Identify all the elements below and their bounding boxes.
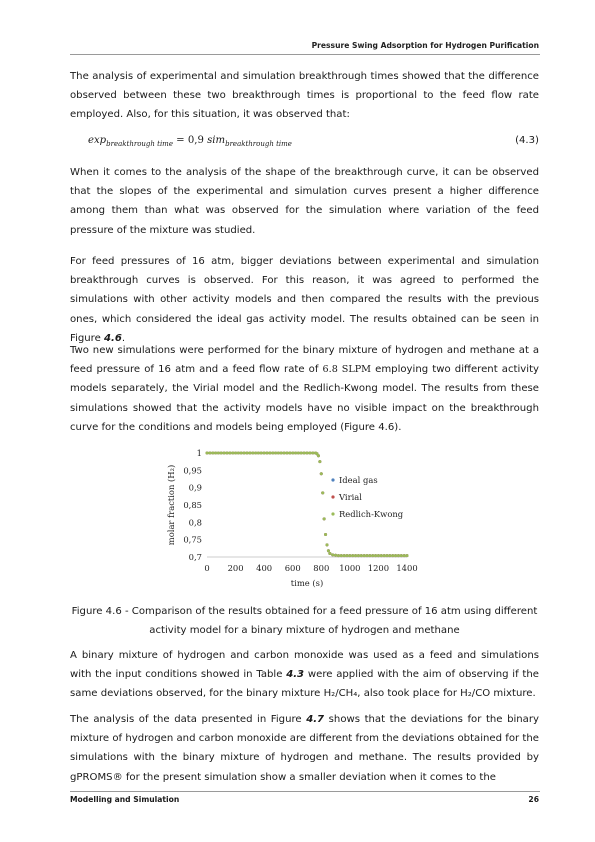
x-tick-label: 200 xyxy=(227,563,244,573)
data-point-redlich-kwong xyxy=(383,554,386,557)
data-point-redlich-kwong xyxy=(220,452,223,455)
equation-4-3 xyxy=(70,135,539,153)
data-point-redlich-kwong xyxy=(257,452,260,455)
x-axis-label: time (s) xyxy=(290,578,324,588)
paragraph-4: Two new simulations were performed for the binary mixture of hydrogen and methane at a feed pressure of 16 atm and a feed flow rate of 6.8 SLPM employing two different activity models separately, the Virial model and the Redlich-Kwong model. The results from these simulations showed that the activity models have no visible impact on the breakthrough curve for the conditions and models being employed (Figure 4.6). xyxy=(70,345,539,433)
data-point-redlich-kwong xyxy=(326,543,329,546)
data-point-redlich-kwong xyxy=(231,452,234,455)
legend-marker xyxy=(331,512,334,515)
data-point-redlich-kwong xyxy=(251,452,254,455)
data-point-redlich-kwong xyxy=(240,452,243,455)
data-point-redlich-kwong xyxy=(371,554,374,557)
data-point-redlich-kwong xyxy=(234,452,237,455)
data-point-redlich-kwong xyxy=(368,554,371,557)
x-tick-label: 1000 xyxy=(339,563,361,573)
data-point-redlich-kwong xyxy=(340,554,343,557)
y-tick-label: 0,9 xyxy=(188,482,202,493)
legend-marker xyxy=(331,495,334,498)
header-rule xyxy=(70,54,540,55)
y-tick-label: 0,8 xyxy=(188,517,202,528)
data-point-redlich-kwong xyxy=(354,554,357,557)
data-point-redlich-kwong xyxy=(303,452,306,455)
data-point-redlich-kwong xyxy=(324,533,327,536)
data-point-redlich-kwong xyxy=(318,460,321,463)
x-tick-label: 600 xyxy=(284,563,301,573)
data-point-redlich-kwong xyxy=(374,554,377,557)
data-point-redlich-kwong xyxy=(397,554,400,557)
data-point-redlich-kwong xyxy=(274,452,277,455)
data-point-redlich-kwong xyxy=(300,452,303,455)
data-point-redlich-kwong xyxy=(211,452,214,455)
paragraph-1: The analysis of experimental and simulation breakthrough times showed that the difference observed between these two breakthrough times is proportional to the feed flow rate employed. Also, for this situation, it was observed that: xyxy=(70,71,539,121)
legend-label: Ideal gas xyxy=(339,475,378,485)
data-point-redlich-kwong xyxy=(360,554,363,557)
data-point-redlich-kwong xyxy=(286,452,289,455)
data-point-redlich-kwong xyxy=(334,554,337,557)
data-point-redlich-kwong xyxy=(394,554,397,557)
data-point-redlich-kwong xyxy=(226,452,229,455)
data-point-redlich-kwong xyxy=(283,452,286,455)
y-tick-label: 0,75 xyxy=(183,534,202,545)
figure-reference[interactable]: 4.7 xyxy=(306,714,325,725)
data-point-redlich-kwong xyxy=(268,452,271,455)
data-point-redlich-kwong xyxy=(346,554,349,557)
page-number: 26 xyxy=(528,795,539,804)
data-point-redlich-kwong xyxy=(377,554,380,557)
data-point-redlich-kwong xyxy=(214,452,217,455)
data-point-redlich-kwong xyxy=(391,554,394,557)
paragraph-2: When it comes to the analysis of the shape of the breakthrough curve, it can be observed that the slopes of the experimental and simulation curves present a higher difference among them than what was observed for the simulation where variation of the feed pressure of the mixture was studied. xyxy=(70,167,539,236)
running-header: Pressure Swing Adsorption for Hydrogen Purification xyxy=(311,41,539,50)
breakthrough-curve-chart xyxy=(160,446,460,598)
data-point-redlich-kwong xyxy=(260,452,263,455)
paragraph-5: A binary mixture of hydrogen and carbon monoxide was used as a feed and simulations with the input conditions showed in Table 4.3 were applied with the aim of observing if the same deviations observed, for the binary mixture H₂/CH₄, also took place for H₂/CO mixture. xyxy=(70,650,539,700)
data-point-redlich-kwong xyxy=(323,517,326,520)
paragraph-3: For feed pressures of 16 atm, bigger deviations between experimental and simulation breakthrough curves is observed. For this reason, it was agreed to performed the simulations with other activity models and then compared the results with the previous ones, which considered the ideal gas activity model. The results obtained can be seen in Figure 4.6. xyxy=(70,256,539,344)
data-point-redlich-kwong xyxy=(277,452,280,455)
data-point-redlich-kwong xyxy=(400,554,403,557)
x-tick-label: 800 xyxy=(313,563,330,573)
data-point-redlich-kwong xyxy=(343,554,346,557)
y-tick-label: 0,95 xyxy=(183,465,202,476)
equation-body: $\exp_{breakthrough time} = 0,9$ sim$_{breakthrough time}$ xyxy=(88,135,292,149)
legend-label: Redlich-Kwong xyxy=(339,509,404,519)
data-point-redlich-kwong xyxy=(320,472,323,475)
data-point-redlich-kwong xyxy=(263,452,266,455)
data-point-redlich-kwong xyxy=(311,452,314,455)
data-point-redlich-kwong xyxy=(406,554,409,557)
data-point-redlich-kwong xyxy=(366,554,369,557)
data-point-redlich-kwong xyxy=(306,452,309,455)
data-point-redlich-kwong xyxy=(348,554,351,557)
data-point-redlich-kwong xyxy=(337,554,340,557)
x-tick-label: 0 xyxy=(204,563,210,573)
y-tick-label: 0,7 xyxy=(188,552,202,562)
y-axis-label: molar fraction (H₂) xyxy=(166,464,176,546)
caption-line-2: activity model for a binary mixture of hydrogen and methane xyxy=(149,624,460,636)
table-reference[interactable]: 4.3 xyxy=(286,669,305,681)
data-point-redlich-kwong xyxy=(237,452,240,455)
figure-caption xyxy=(70,603,539,640)
data-point-redlich-kwong xyxy=(308,452,311,455)
data-point-redlich-kwong xyxy=(321,491,324,494)
data-point-redlich-kwong xyxy=(246,452,249,455)
legend-label: Virial xyxy=(339,492,362,502)
data-point-redlich-kwong xyxy=(206,452,209,455)
data-point-redlich-kwong xyxy=(327,549,330,552)
data-point-redlich-kwong xyxy=(357,554,360,557)
footer-rule xyxy=(70,791,540,792)
data-point-redlich-kwong xyxy=(331,553,334,556)
figure-reference[interactable]: 4.6 xyxy=(104,332,122,344)
data-point-redlich-kwong xyxy=(291,452,294,455)
data-point-redlich-kwong xyxy=(351,554,354,557)
data-point-redlich-kwong xyxy=(363,554,366,557)
footer-section: Modelling and Simulation xyxy=(70,795,180,804)
data-point-redlich-kwong xyxy=(288,452,291,455)
flow-rate-value: 6.8 SLPM xyxy=(322,364,371,376)
paragraph-6: The analysis of the data presented in Figure 4.7 shows that the deviations for the binary mixture of hydrogen and carbon monoxide are different from the deviations obtained for the simulations with the binary mixture of hydrogen and methane. The results provided by gPROMS® for the present simulation show a smaller deviation when it comes to the xyxy=(70,714,539,783)
data-point-redlich-kwong xyxy=(328,552,331,555)
data-point-redlich-kwong xyxy=(217,452,220,455)
data-point-redlich-kwong xyxy=(388,554,391,557)
caption-line-1: Figure 4.6 - Comparison of the results obtained for a feed pressure of 16 atm using different xyxy=(71,606,538,617)
data-point-redlich-kwong xyxy=(248,452,251,455)
data-point-redlich-kwong xyxy=(297,452,300,455)
data-point-redlich-kwong xyxy=(386,554,389,557)
data-point-redlich-kwong xyxy=(380,554,383,557)
equation-number: (4.3) xyxy=(515,135,539,146)
legend-marker xyxy=(331,478,334,481)
data-point-redlich-kwong xyxy=(208,452,211,455)
y-tick-label: 1 xyxy=(196,448,202,458)
y-tick-label: 0,85 xyxy=(183,500,202,510)
x-tick-label: 1200 xyxy=(367,563,390,573)
data-point-redlich-kwong xyxy=(243,452,246,455)
data-point-redlich-kwong xyxy=(266,452,269,455)
data-point-redlich-kwong xyxy=(223,452,226,455)
x-tick-label: 1400 xyxy=(396,563,418,573)
data-point-redlich-kwong xyxy=(228,452,231,455)
data-point-redlich-kwong xyxy=(403,554,406,557)
data-point-redlich-kwong xyxy=(317,454,320,457)
data-point-redlich-kwong xyxy=(254,452,257,455)
data-point-redlich-kwong xyxy=(294,452,297,455)
data-point-redlich-kwong xyxy=(271,452,274,455)
data-point-redlich-kwong xyxy=(280,452,283,455)
x-tick-label: 400 xyxy=(256,563,273,573)
